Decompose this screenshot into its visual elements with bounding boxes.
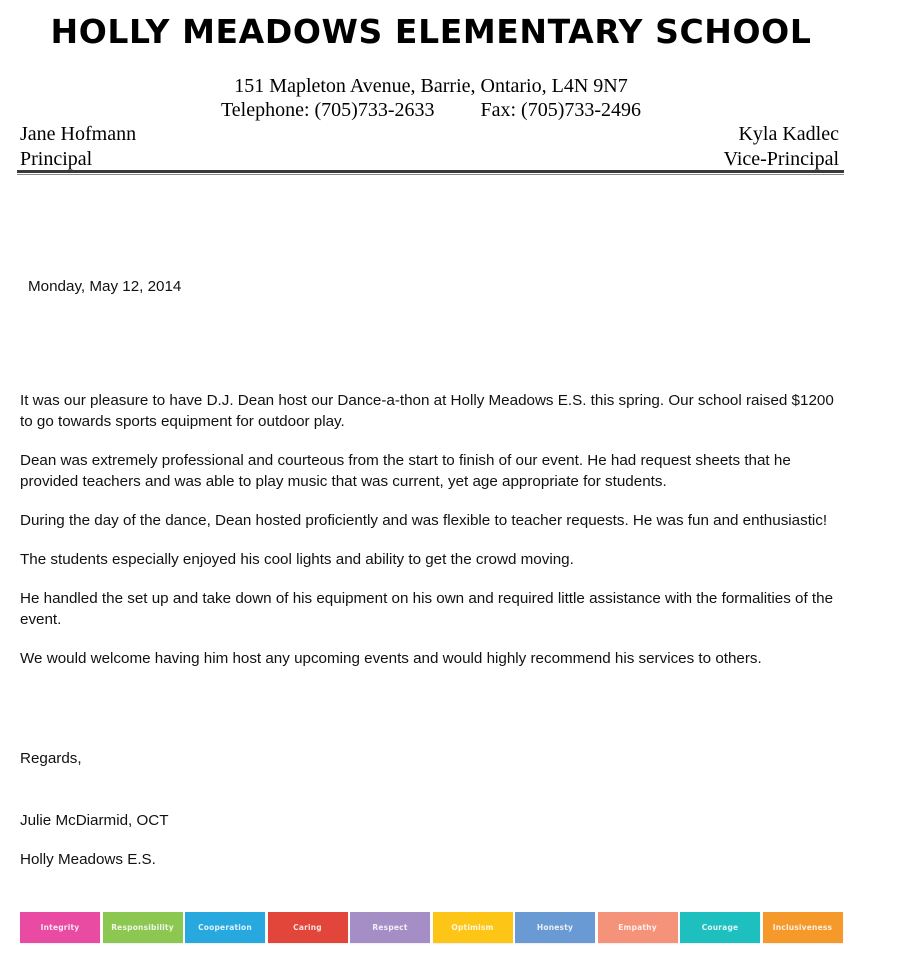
letterhead-divider — [17, 170, 844, 176]
value-tile-courage: Courage — [680, 912, 760, 943]
value-tile-inclusiveness: Inclusiveness — [763, 912, 843, 943]
signer-name: Julie McDiarmid, OCT — [20, 812, 169, 829]
letter-date: Monday, May 12, 2014 — [28, 278, 182, 295]
value-tile-responsibility: Responsibility — [103, 912, 183, 943]
value-tile-integrity: Integrity — [20, 912, 100, 943]
values-bar — [20, 912, 843, 943]
letter-paragraph: He handled the set up and take down of his equipment on his own and required little assistance with the formalities of the event. — [20, 590, 834, 628]
value-tile-honesty: Honesty — [515, 912, 595, 943]
principal-name: Jane Hofmann — [20, 123, 137, 145]
telephone: Telephone: (705)733-2633 — [220, 99, 435, 121]
letter-body — [20, 390, 850, 687]
divider-thin-line — [17, 174, 844, 175]
value-tile-empathy: Empathy — [598, 912, 678, 943]
letter-paragraph: Dean was extremely professional and courteous from the start to finish of our event. He had request sheets that he provided teachers and was able to play music that was current, yet age appropriate for students. — [20, 452, 791, 490]
letter-paragraph: During the day of the dance, Dean hosted proficiently and was flexible to teacher requests. He was fun and enthusiastic! — [20, 512, 828, 529]
value-tile-optimism: Optimism — [433, 912, 513, 943]
fax: Fax: (705)733-2496 — [480, 99, 642, 121]
school-address: 151 Mapleton Avenue, Barrie, Ontario, L4N 9N7 — [234, 75, 628, 97]
contact-line — [0, 98, 862, 122]
letter-paragraph: It was our pleasure to have D.J. Dean host our Dance-a-thon at Holly Meadows E.S. this spring. Our school raised $1200 to go towards sports equipment for outdoor play. — [20, 392, 834, 430]
signer-organization: Holly Meadows E.S. — [20, 851, 156, 868]
value-tile-respect: Respect — [350, 912, 430, 943]
letter-paragraph: The students especially enjoyed his cool lights and ability to get the crowd moving. — [20, 551, 574, 568]
vice-principal-name: Kyla Kadlec — [738, 123, 839, 145]
vice-principal-block — [724, 122, 839, 172]
principal-title: Principal — [20, 148, 93, 170]
closing: Regards, — [20, 750, 82, 767]
letter-paragraph: We would welcome having him host any upcoming events and would highly recommend his services to others. — [20, 650, 762, 667]
value-tile-cooperation: Cooperation — [185, 912, 265, 943]
divider-thick-line — [17, 170, 844, 173]
value-tile-caring: Caring — [268, 912, 348, 943]
principal-block — [20, 122, 136, 172]
vice-principal-title: Vice-Principal — [723, 148, 839, 170]
school-name-heading: HOLLY MEADOWS ELEMENTARY SCHOOL — [50, 12, 812, 51]
